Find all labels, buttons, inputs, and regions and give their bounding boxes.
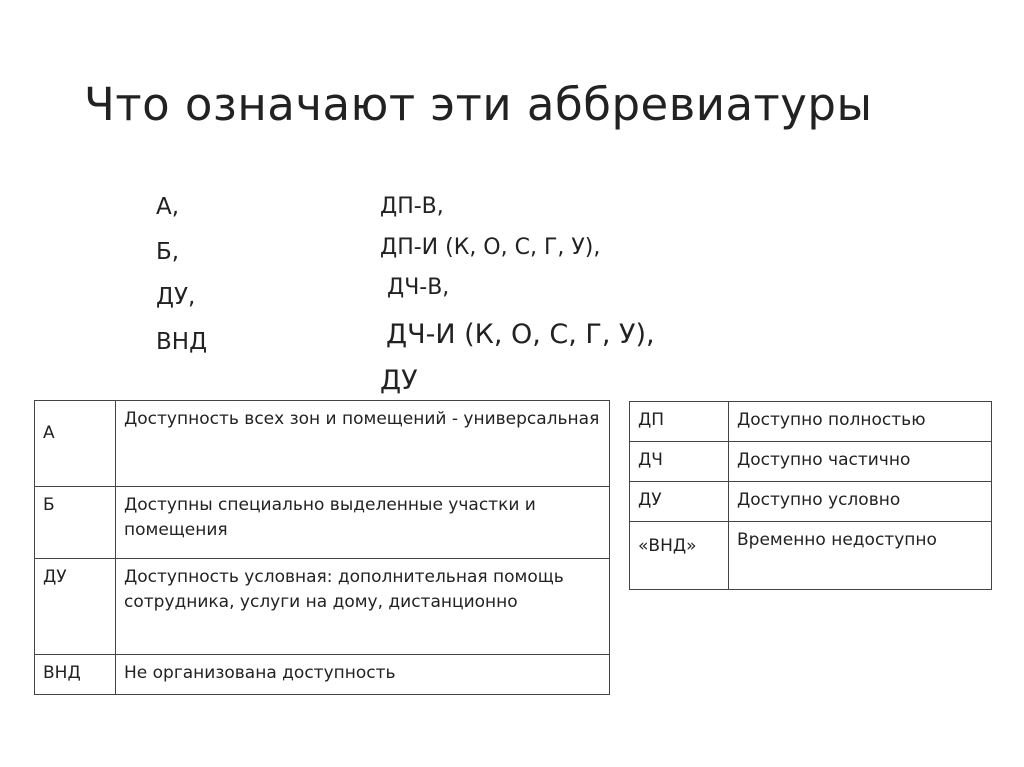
table-cell-description: Не организована доступность xyxy=(116,655,610,695)
table-row xyxy=(630,482,992,522)
abbreviation-item: ДУ, xyxy=(156,284,196,310)
abbreviation-list-right xyxy=(380,196,655,403)
table-cell-code: ДУ xyxy=(630,482,729,522)
table-cell-code: «ВНД» xyxy=(630,522,729,590)
abbreviation-item: А, xyxy=(156,194,180,220)
table-row xyxy=(35,487,610,559)
abbreviation-item: Б, xyxy=(156,239,180,265)
table-row xyxy=(630,442,992,482)
table-cell-code: ДУ xyxy=(35,559,116,655)
table-cell-description: Доступно частично xyxy=(729,442,992,482)
table-cell-code: Б xyxy=(35,487,116,559)
abbreviation-item: ДП-И (К, О, С, Г, У), xyxy=(380,235,601,260)
abbreviation-item: ДЧ-И (К, О, С, Г, У), xyxy=(386,319,655,350)
table-cell-description: Временно недоступно xyxy=(729,522,992,590)
table-cell-description: Доступность всех зон и помещений - универсальная xyxy=(116,401,610,487)
abbreviation-item: ДП-В, xyxy=(380,194,444,219)
table-cell-code: А xyxy=(35,401,116,487)
table-row xyxy=(35,655,610,695)
abbreviation-item: ДЧ-В, xyxy=(387,275,450,300)
table-row xyxy=(630,402,992,442)
abbreviation-list-left xyxy=(156,196,207,376)
table-cell-description: Доступно условно xyxy=(729,482,992,522)
table-cell-code: ВНД xyxy=(35,655,116,695)
abbreviation-item: ДУ xyxy=(380,365,418,396)
table-row xyxy=(35,401,610,487)
accessibility-levels-table xyxy=(629,401,992,590)
table-cell-code: ДП xyxy=(630,402,729,442)
table-row xyxy=(35,559,610,655)
table-cell-description: Доступно полностью xyxy=(729,402,992,442)
table-cell-description: Доступность условная: дополнительная помощь сотрудника, услуги на дому, дистанционно xyxy=(116,559,610,655)
abbreviation-item: ВНД xyxy=(156,329,208,355)
table-row xyxy=(630,522,992,590)
table-cell-code: ДЧ xyxy=(630,442,729,482)
accessibility-zones-table xyxy=(34,400,610,695)
page-title: Что означают эти аббревиатуры xyxy=(84,78,873,131)
table-cell-description: Доступны специально выделенные участки и помещения xyxy=(116,487,610,559)
